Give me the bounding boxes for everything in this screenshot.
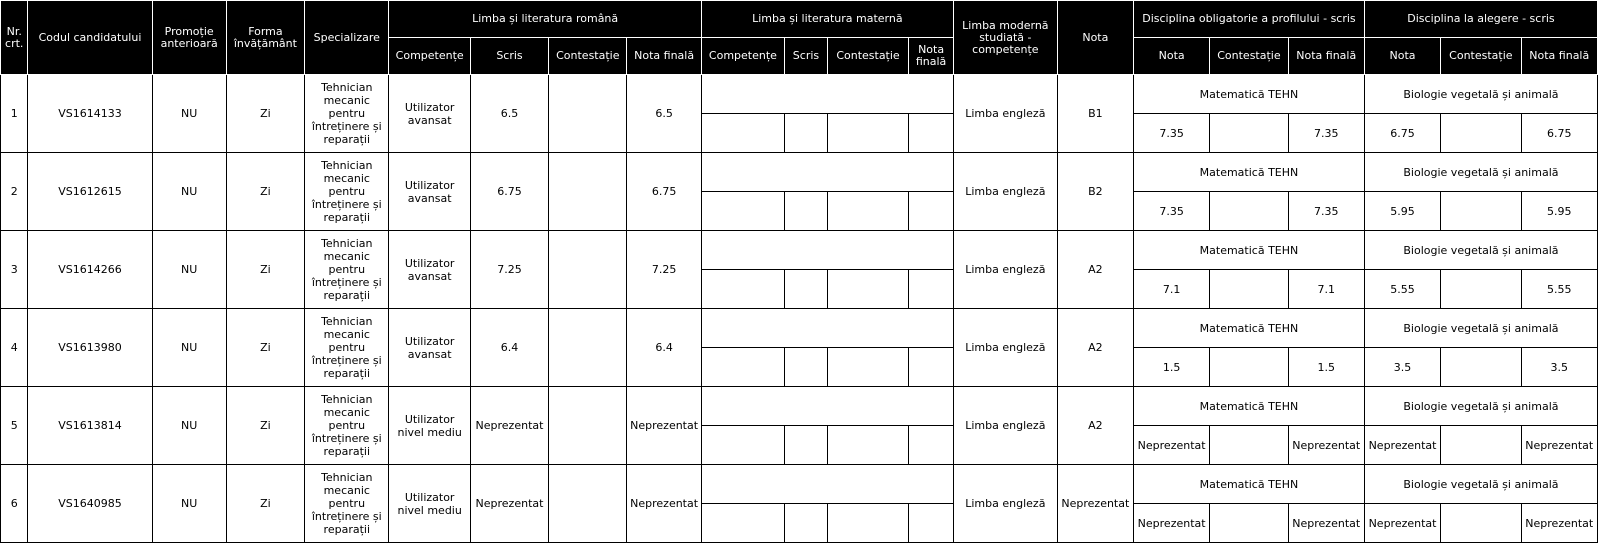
ro-appeal	[549, 309, 627, 387]
ro-final-grade: 6.75	[627, 153, 701, 231]
subheader-ale-finala: Nota finală	[1521, 38, 1597, 75]
language-level: B1	[1057, 75, 1133, 153]
mandatory-appeal	[1210, 192, 1288, 231]
elective-grade: 5.55	[1364, 270, 1440, 309]
mandatory-subject: Matematică TEHN	[1134, 387, 1365, 426]
mandatory-subject: Matematică TEHN	[1134, 465, 1365, 504]
ro-written: Neprezentat	[470, 465, 548, 543]
mandatory-grade: Neprezentat	[1134, 504, 1210, 543]
lm-competences	[701, 348, 784, 387]
specialization: Tehnician mecanic pentru întreținere și reparații	[305, 231, 389, 309]
mandatory-appeal	[1210, 270, 1288, 309]
ro-final-grade: 6.4	[627, 309, 701, 387]
ro-final-grade: 6.5	[627, 75, 701, 153]
subheader-obl-nota: Nota	[1134, 38, 1210, 75]
header-romana: Limba și literatura română	[389, 1, 701, 38]
maternal-language-subject	[701, 75, 953, 114]
ro-appeal	[549, 465, 627, 543]
lm-competences	[701, 426, 784, 465]
lm-appeal	[827, 504, 908, 543]
header-specializare: Specializare	[305, 1, 389, 75]
header-obligatorie: Disciplina obligatorie a profilului - scris	[1134, 1, 1365, 38]
ro-written: 6.5	[470, 75, 548, 153]
elective-appeal	[1441, 192, 1521, 231]
subheader-lm-finala: Nota finală	[909, 38, 954, 75]
lm-written	[785, 270, 828, 309]
subheader-ro-scris: Scris	[470, 38, 548, 75]
elective-grade: Neprezentat	[1364, 504, 1440, 543]
header-materna: Limba și literatura maternă	[701, 1, 953, 38]
lm-written	[785, 192, 828, 231]
mandatory-grade: 7.1	[1134, 270, 1210, 309]
maternal-language-subject	[701, 387, 953, 426]
mandatory-grade: Neprezentat	[1134, 426, 1210, 465]
ro-written: 6.4	[470, 309, 548, 387]
row-number: 5	[1, 387, 28, 465]
header-nota: Nota	[1057, 1, 1133, 75]
education-form: Zi	[226, 387, 304, 465]
subheader-lm-competente: Competențe	[701, 38, 784, 75]
modern-language: Limba engleză	[953, 231, 1057, 309]
subheader-obl-finala: Nota finală	[1288, 38, 1364, 75]
elective-subject: Biologie vegetală și animală	[1364, 75, 1597, 114]
subheader-lm-scris: Scris	[785, 38, 828, 75]
specialization: Tehnician mecanic pentru întreținere și reparații	[305, 153, 389, 231]
ro-competences: Utilizator nivel mediu	[389, 387, 470, 465]
table-row	[1, 465, 1598, 504]
table-row	[1, 75, 1598, 114]
row-number: 4	[1, 309, 28, 387]
elective-final-grade: 5.95	[1521, 192, 1597, 231]
mandatory-grade: 1.5	[1134, 348, 1210, 387]
table-header	[1, 1, 1598, 75]
education-form: Zi	[226, 153, 304, 231]
header-nr: Nr. crt.	[1, 1, 28, 75]
modern-language: Limba engleză	[953, 309, 1057, 387]
education-form: Zi	[226, 309, 304, 387]
lm-competences	[701, 270, 784, 309]
table-row	[1, 231, 1598, 270]
ro-competences: Utilizator avansat	[389, 231, 470, 309]
subheader-ro-contestatie: Contestație	[549, 38, 627, 75]
row-number: 6	[1, 465, 28, 543]
specialization: Tehnician mecanic pentru întreținere și reparații	[305, 75, 389, 153]
specialization: Tehnician mecanic pentru întreținere și reparații	[305, 387, 389, 465]
lm-final-grade	[909, 270, 954, 309]
subheader-obl-contestatie: Contestație	[1210, 38, 1288, 75]
ro-written: Neprezentat	[470, 387, 548, 465]
ro-final-grade: Neprezentat	[627, 465, 701, 543]
elective-subject: Biologie vegetală și animală	[1364, 231, 1597, 270]
elective-subject: Biologie vegetală și animală	[1364, 465, 1597, 504]
row-number: 2	[1, 153, 28, 231]
lm-competences	[701, 192, 784, 231]
previous-promotion: NU	[152, 75, 226, 153]
maternal-language-subject	[701, 231, 953, 270]
candidate-code: VS1613814	[28, 387, 152, 465]
lm-appeal	[827, 270, 908, 309]
education-form: Zi	[226, 231, 304, 309]
subheader-lm-contestatie: Contestație	[827, 38, 908, 75]
mandatory-grade: 7.35	[1134, 192, 1210, 231]
ro-written: 6.75	[470, 153, 548, 231]
mandatory-appeal	[1210, 426, 1288, 465]
elective-final-grade: Neprezentat	[1521, 426, 1597, 465]
header-alegere: Disciplina la alegere - scris	[1364, 1, 1597, 38]
ro-competences: Utilizator nivel mediu	[389, 465, 470, 543]
mandatory-grade: 7.35	[1134, 114, 1210, 153]
header-promotie: Promoție anterioară	[152, 1, 226, 75]
header-cod: Codul candidatului	[28, 1, 152, 75]
previous-promotion: NU	[152, 231, 226, 309]
specialization: Tehnician mecanic pentru întreținere și reparații	[305, 309, 389, 387]
modern-language: Limba engleză	[953, 75, 1057, 153]
language-level: Neprezentat	[1057, 465, 1133, 543]
lm-final-grade	[909, 114, 954, 153]
ro-appeal	[549, 75, 627, 153]
lm-written	[785, 114, 828, 153]
table-row	[1, 153, 1598, 192]
lm-final-grade	[909, 426, 954, 465]
education-form: Zi	[226, 465, 304, 543]
elective-appeal	[1441, 114, 1521, 153]
lm-final-grade	[909, 192, 954, 231]
mandatory-final-grade: 7.35	[1288, 192, 1364, 231]
ro-final-grade: Neprezentat	[627, 387, 701, 465]
elective-grade: 5.95	[1364, 192, 1440, 231]
candidate-code: VS1614266	[28, 231, 152, 309]
elective-grade: 6.75	[1364, 114, 1440, 153]
mandatory-final-grade: 7.1	[1288, 270, 1364, 309]
elective-appeal	[1441, 426, 1521, 465]
lm-appeal	[827, 192, 908, 231]
ro-competences: Utilizator avansat	[389, 75, 470, 153]
lm-final-grade	[909, 348, 954, 387]
lm-appeal	[827, 348, 908, 387]
mandatory-final-grade: Neprezentat	[1288, 504, 1364, 543]
previous-promotion: NU	[152, 387, 226, 465]
elective-final-grade: 5.55	[1521, 270, 1597, 309]
elective-appeal	[1441, 270, 1521, 309]
candidate-code: VS1640985	[28, 465, 152, 543]
table-row	[1, 387, 1598, 426]
mandatory-subject: Matematică TEHN	[1134, 153, 1365, 192]
mandatory-final-grade: Neprezentat	[1288, 426, 1364, 465]
language-level: A2	[1057, 309, 1133, 387]
header-moderna: Limba modernă studiată - competențe	[953, 1, 1057, 75]
lm-appeal	[827, 114, 908, 153]
previous-promotion: NU	[152, 465, 226, 543]
ro-competences: Utilizator avansat	[389, 153, 470, 231]
mandatory-appeal	[1210, 348, 1288, 387]
row-number: 3	[1, 231, 28, 309]
previous-promotion: NU	[152, 309, 226, 387]
language-level: A2	[1057, 387, 1133, 465]
subheader-ale-contestatie: Contestație	[1441, 38, 1521, 75]
education-form: Zi	[226, 75, 304, 153]
header-forma: Forma învățământ	[226, 1, 304, 75]
modern-language: Limba engleză	[953, 153, 1057, 231]
mandatory-final-grade: 7.35	[1288, 114, 1364, 153]
ro-appeal	[549, 153, 627, 231]
lm-competences	[701, 504, 784, 543]
maternal-language-subject	[701, 309, 953, 348]
ro-appeal	[549, 231, 627, 309]
ro-competences: Utilizator avansat	[389, 309, 470, 387]
candidate-code: VS1613980	[28, 309, 152, 387]
lm-final-grade	[909, 504, 954, 543]
lm-written	[785, 504, 828, 543]
candidate-code: VS1614133	[28, 75, 152, 153]
lm-written	[785, 426, 828, 465]
mandatory-subject: Matematică TEHN	[1134, 231, 1365, 270]
subheader-ro-finala: Nota finală	[627, 38, 701, 75]
subheader-ale-nota: Nota	[1364, 38, 1440, 75]
mandatory-appeal	[1210, 114, 1288, 153]
ro-written: 7.25	[470, 231, 548, 309]
specialization: Tehnician mecanic pentru întreținere și reparații	[305, 465, 389, 543]
ro-appeal	[549, 387, 627, 465]
lm-competences	[701, 114, 784, 153]
previous-promotion: NU	[152, 153, 226, 231]
elective-subject: Biologie vegetală și animală	[1364, 309, 1597, 348]
maternal-language-subject	[701, 465, 953, 504]
candidate-code: VS1612615	[28, 153, 152, 231]
subheader-ro-competente: Competențe	[389, 38, 470, 75]
language-level: B2	[1057, 153, 1133, 231]
elective-grade: 3.5	[1364, 348, 1440, 387]
lm-appeal	[827, 426, 908, 465]
mandatory-appeal	[1210, 504, 1288, 543]
modern-language: Limba engleză	[953, 465, 1057, 543]
table-row	[1, 309, 1598, 348]
elective-final-grade: 3.5	[1521, 348, 1597, 387]
maternal-language-subject	[701, 153, 953, 192]
mandatory-subject: Matematică TEHN	[1134, 75, 1365, 114]
modern-language: Limba engleză	[953, 387, 1057, 465]
elective-appeal	[1441, 504, 1521, 543]
table-body	[1, 75, 1598, 543]
mandatory-final-grade: 1.5	[1288, 348, 1364, 387]
elective-subject: Biologie vegetală și animală	[1364, 153, 1597, 192]
language-level: A2	[1057, 231, 1133, 309]
lm-written	[785, 348, 828, 387]
elective-grade: Neprezentat	[1364, 426, 1440, 465]
ro-final-grade: 7.25	[627, 231, 701, 309]
elective-appeal	[1441, 348, 1521, 387]
elective-final-grade: Neprezentat	[1521, 504, 1597, 543]
elective-subject: Biologie vegetală și animală	[1364, 387, 1597, 426]
row-number: 1	[1, 75, 28, 153]
mandatory-subject: Matematică TEHN	[1134, 309, 1365, 348]
elective-final-grade: 6.75	[1521, 114, 1597, 153]
